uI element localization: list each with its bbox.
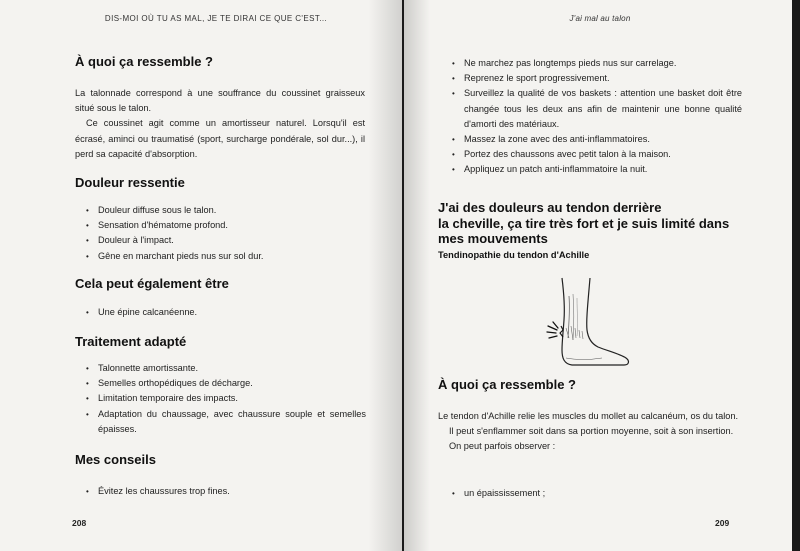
- list-item: • Talonnette amortissante.: [86, 361, 366, 376]
- list-item: • Sensation d'hématome profond.: [86, 218, 366, 233]
- list-item: • Une épine calcanéenne.: [86, 305, 366, 320]
- right-page: [404, 0, 792, 551]
- traitement-list: [86, 361, 366, 437]
- chapter-title-line: la cheville, ça tire très fort et je suis limité dans: [438, 215, 730, 231]
- list-item: • Ne marchez pas longtemps pieds nus sur carrelage.: [452, 56, 742, 71]
- list-item: • Portez des chaussons avec petit talon à la maison.: [452, 147, 742, 162]
- section-heading-conseils: Mes conseils: [75, 452, 156, 467]
- conseils-list: [86, 484, 366, 499]
- paragraph: Il peut s'enflammer soit dans sa portion moyenne, soit à son insertion.: [449, 426, 734, 437]
- ressemble-text: [75, 86, 365, 162]
- chapter-title-line: J'ai des douleurs au tendon derrière: [438, 200, 662, 215]
- running-head-left: DIS-MOI OÙ TU AS MAL, JE TE DIRAI CE QUE C'EST...: [104, 14, 328, 23]
- achilles-illustration: [542, 276, 632, 370]
- section-heading-egalement: Cela peut également être: [75, 276, 229, 291]
- chapter-title-line: mes mouvements: [438, 231, 548, 246]
- list-item: • Adaptation du chaussage, avec chaussure souple et semelles épaisses.: [86, 407, 366, 437]
- paragraph: Le tendon d'Achille relie les muscles du mollet au calcanéum, os du talon.: [438, 411, 739, 421]
- list-item: • Douleur à l'impact.: [86, 233, 366, 248]
- conseils-list-continued: [452, 56, 742, 178]
- paragraph: La talonnade correspond à une souffrance du coussinet graisseux situé sous le talon.: [75, 88, 365, 114]
- chapter-header: [438, 200, 768, 260]
- page-number-left: 208: [72, 518, 87, 528]
- list-item: • un épaississement ;: [452, 486, 742, 501]
- list-item: • Massez la zone avec des anti-inflammatoires.: [452, 132, 742, 147]
- list-item: • Semelles orthopédiques de décharge.: [86, 376, 366, 391]
- list-item: • Évitez les chaussures trop fines.: [86, 484, 366, 499]
- section-heading-ressemble: À quoi ça ressemble ?: [75, 54, 213, 69]
- list-item: • Limitation temporaire des impacts.: [86, 391, 366, 406]
- observer-list: [452, 486, 742, 501]
- list-item: • Douleur diffuse sous le talon.: [86, 203, 366, 218]
- running-head-right: J'ai mal au talon: [569, 14, 631, 23]
- section-heading-douleur: Douleur ressentie: [75, 175, 185, 190]
- list-item: • Appliquez un patch anti-inflammatoire la nuit.: [452, 162, 742, 177]
- list-item: • Reprenez le sport progressivement.: [452, 71, 742, 86]
- list-item: • Surveillez la qualité de vos baskets : attention une basket doit être changée tous les deux ans afin de maintenir une bonne qualité d'amorti des matériaux.: [452, 86, 742, 132]
- section-heading-traitement: Traitement adapté: [75, 334, 187, 349]
- egalement-list: [86, 305, 366, 320]
- ressemble-text-right: [438, 409, 748, 455]
- douleur-list: [86, 203, 366, 264]
- paragraph: Ce coussinet agit comme un amortisseur naturel. Lorsqu'il est écrasé, aminci ou traumatisé (sport, surcharge pondérale, sol dur...), il perd sa capacité d'absorption.: [75, 118, 365, 159]
- page-number-right: 209: [715, 518, 730, 528]
- chapter-subtitle: Tendinopathie du tendon d'Achille: [438, 249, 590, 260]
- section-heading-ressemble-right: À quoi ça ressemble ?: [438, 377, 576, 392]
- paragraph: On peut parfois observer :: [449, 441, 556, 452]
- list-item: • Gêne en marchant pieds nus sur sol dur.: [86, 249, 366, 264]
